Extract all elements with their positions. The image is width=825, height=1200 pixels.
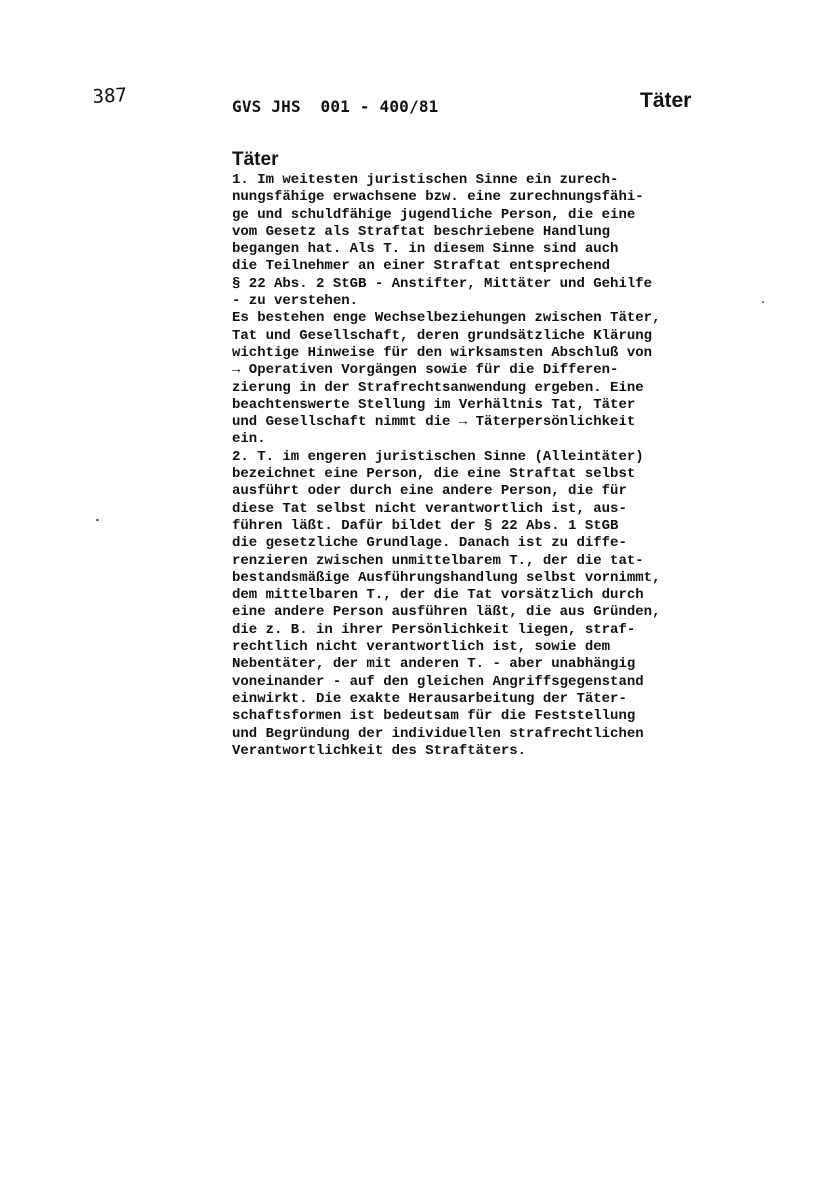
text-line: und Begründung der individuellen strafrechtlichen: [232, 725, 644, 742]
text-line: eine andere Person ausführen läßt, die aus Gründen,: [232, 604, 661, 621]
text-line: führen läßt. Dafür bildet der § 22 Abs. 1 StGB: [232, 517, 619, 534]
text-line: 1. Im weitesten juristischen Sinne ein zurech-: [232, 172, 619, 188]
text-line: rechtlich nicht verantwortlich ist, sowie dem: [232, 639, 611, 656]
scan-speck: [96, 519, 99, 521]
text-line: dem mittelbaren T., der die Tat vorsätzlich durch: [232, 587, 644, 604]
text-line: ein.: [232, 431, 266, 448]
header-keyword: Täter: [640, 89, 692, 112]
text-line: nungsfähige erwachsene bzw. eine zurechnungsfähi-: [232, 189, 644, 206]
text-line: diese Tat selbst nicht verantwortlich ist, aus-: [232, 500, 627, 517]
text-line: wichtige Hinweise für den wirksamsten Abschluß von: [232, 344, 653, 361]
text-line: Nebentäter, der mit anderen T. - aber unabhängig: [232, 656, 636, 673]
text-line: die Teilnehmer an einer Straftat entsprechend: [232, 258, 611, 275]
document-reference: GVS JHS 001 - 400/81: [232, 97, 439, 116]
scan-speck: [762, 301, 764, 303]
text-line: bestandsmäßige Ausführungshandlung selbst vornimmt,: [232, 569, 661, 586]
text-line: § 22 Abs. 2 StGB - Anstifter, Mittäter und Gehilfe: [232, 275, 653, 292]
text-line: ge und schuldfähige jugendliche Person, die eine: [232, 206, 636, 223]
text-line: renzieren zwischen unmittelbarem T., der die tat-: [232, 552, 644, 569]
text-line: - zu verstehen.: [232, 293, 359, 310]
text-line: → Operativen Vorgängen sowie für die Differen-: [232, 362, 619, 379]
text-line: zierung in der Strafrechtsanwendung ergeben. Eine: [232, 379, 644, 396]
text-line: Verantwortlichkeit des Straftäters.: [232, 742, 527, 759]
text-line: die z. B. in ihrer Persönlichkeit liegen, straf-: [232, 621, 636, 638]
text-line: die gesetzliche Grundlage. Danach ist zu diffe-: [232, 535, 627, 552]
text-line: bezeichnet eine Person, die eine Straftat selbst: [232, 466, 636, 483]
text-line: einwirkt. Die exakte Herausarbeitung der Täter-: [232, 690, 627, 707]
text-line: ausführt oder durch eine andere Person, die für: [232, 483, 627, 500]
text-line: Es bestehen enge Wechselbeziehungen zwischen Täter,: [232, 310, 661, 327]
text-line: voneinander - auf den gleichen Angriffsgegenstand: [232, 673, 644, 690]
text-line: und Gesellschaft nimmt die → Täterpersönlichkeit: [232, 414, 636, 431]
entry-title: Täter: [232, 149, 279, 170]
text-line: Tat und Gesellschaft, deren grundsätzliche Klärung: [232, 327, 653, 344]
text-line: beachtenswerte Stellung im Verhältnis Tat, Täter: [232, 396, 636, 413]
entry-body: [232, 172, 752, 760]
text-line: 2. T. im engeren juristischen Sinne (Alleintäter): [232, 448, 644, 465]
text-line: begangen hat. Als T. in diesem Sinne sind auch: [232, 241, 619, 258]
text-line: schaftsformen ist bedeutsam für die Feststellung: [232, 708, 636, 725]
text-line: vom Gesetz als Straftat beschriebene Handlung: [232, 223, 611, 240]
page-number: 387: [92, 84, 128, 108]
